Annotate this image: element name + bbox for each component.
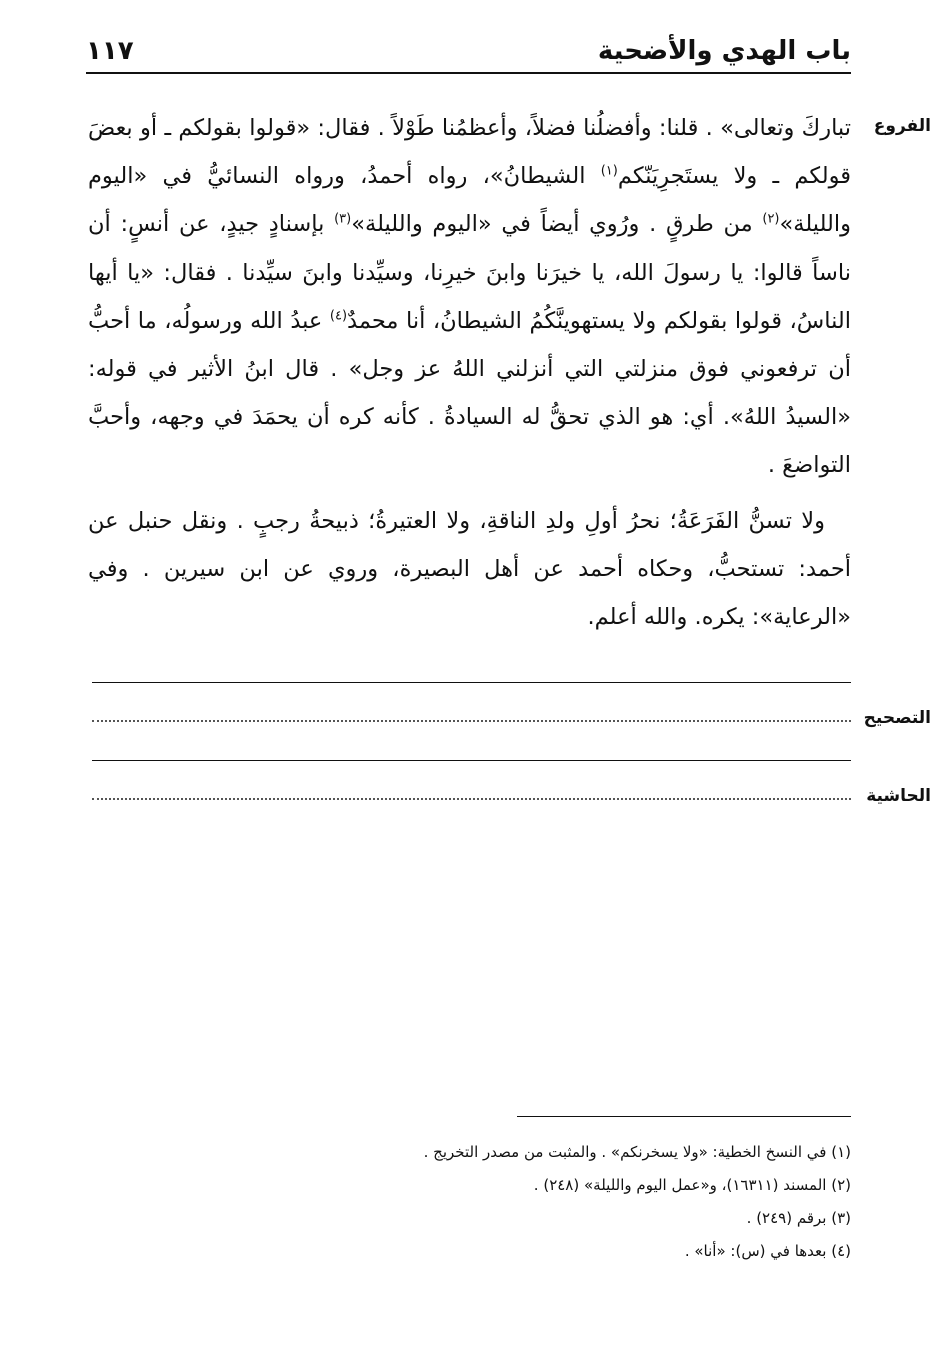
- footnote-4: (٤) بعدها في (س): «أنا» .: [684, 1242, 851, 1260]
- paragraph-1-part-1: تباركَ وتعالى» . قلنا: وأفضلُنا فضلاً، وأعظمُنا طَوْلاً . فقال: «قولوا بقولكم ـ أو بعضَ قولكم ـ ولا يستَجرِيَنّكم: [88, 115, 851, 190]
- annotation-dotted-line: [92, 798, 851, 800]
- paragraph-1: [88, 104, 851, 490]
- paragraph-1-part-2: الشيطانُ»، رواه أحمدُ، ورواه النسائيُّ في «اليوم والليلة»: [88, 163, 851, 238]
- footnote-ref-4: (٤): [329, 308, 348, 324]
- side-label-section: الفروع: [873, 116, 931, 136]
- paragraph-2: ولا تسنُّ الفَرَعَةُ؛ نحرُ أولِ ولدِ الناقةِ، ولا العتيرةُ؛ ذبيحةُ رجبٍ . ونقل حنبل عن أحمد: تستحبُّ، وحكاه أحمد عن أهل البصيرة، وروي عن ابن سيرين . وفي «الرعاية»: يكره. والله أعلم.: [88, 507, 851, 631]
- correction-dotted-line: [92, 720, 851, 722]
- footnote-separator: [517, 1116, 851, 1117]
- paragraph-1-part-3: من طرقٍ . ورُوي أيضاً في «اليوم والليلة»: [351, 211, 763, 238]
- footnote-1: (١) في النسخ الخطية: «ولا يسخرنكم» . والمثبت من مصدر التخريج .: [423, 1143, 851, 1161]
- footnote-ref-3: (٣): [334, 211, 352, 227]
- page-number: ١١٧: [86, 36, 134, 66]
- page-header: [86, 36, 851, 74]
- footnote-2: (٢) المسند (١٦٣١١)، و«عمل اليوم والليلة» (٢٤٨) .: [533, 1176, 851, 1194]
- page-title: باب الهدي والأضحية: [597, 36, 851, 66]
- footnote-3: (٣) برقم (٢٤٩) .: [746, 1209, 851, 1227]
- side-label-annotation: الحاشية: [866, 786, 931, 806]
- correction-top-rule: [92, 682, 851, 683]
- paragraph-1-part-4: بإسنادٍ جيدٍ، عن أنسٍ: أن ناساً قالوا: يا رسولَ الله، يا خيرَنا وابنَ خيرِنا، وسيِّدنا وابنَ سيِّدنا . فقال: «يا أيها الناسُ، قولوا بقولكم ولا يستهوينَّكُمُ الشيطانُ، أنا محمدٌ: [88, 211, 852, 334]
- footnote-ref-2: (٢): [762, 211, 780, 227]
- side-label-correction: التصحيح: [863, 708, 931, 728]
- annotation-top-rule: [92, 760, 851, 761]
- footnote-ref-1: (١): [600, 163, 618, 179]
- main-text: [88, 104, 851, 641]
- footnotes: [300, 1136, 851, 1268]
- paragraph-1-part-5: عبدُ الله ورسولُه، ما أحبُّ أن ترفعوني فوق منزلتي التي أنزلني اللهُ عز وجل» . قال ابنُ الأثير في قوله: «السيدُ اللهُ». أي: هو الذي تحقُّ له السيادةُ . كأنه كره أن يحمَدَ في وجهه، وأحبَّ التواضعَ .: [88, 307, 851, 479]
